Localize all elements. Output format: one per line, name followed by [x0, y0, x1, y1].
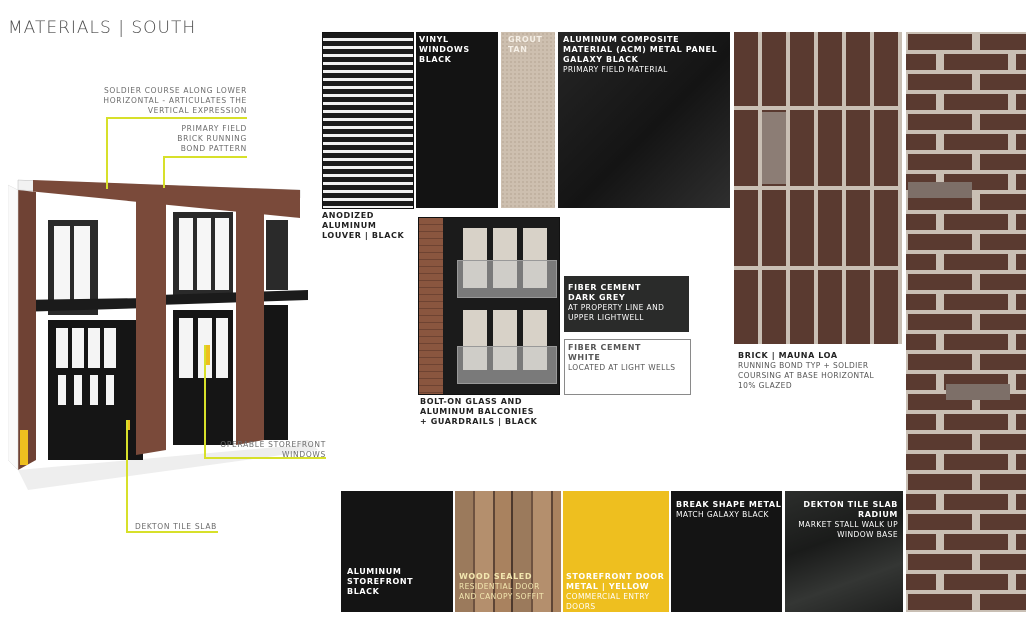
label-sub: AND CANOPY SOFFIT — [459, 592, 544, 601]
running-bond-pattern — [906, 32, 1026, 612]
fiber-dark-label — [568, 283, 664, 323]
label-line: BOLT-ON GLASS AND — [420, 397, 523, 406]
label-sub: MATCH GALAXY BLACK — [676, 510, 769, 519]
label-line: BLACK — [347, 587, 380, 596]
balcony-label — [420, 397, 537, 427]
door-metal-label — [566, 572, 664, 612]
acm-label — [563, 35, 717, 75]
leader-soldier-vertical — [106, 117, 108, 189]
leader-storefront-vertical — [204, 345, 206, 458]
callout-line: VERTICAL EXPRESSION — [147, 106, 247, 115]
callout-line: OPERABLE STOREFRONT — [220, 440, 326, 449]
callout-soldier-course — [90, 86, 247, 116]
leader-soldier-horizontal — [106, 117, 247, 119]
brick-label — [738, 351, 874, 391]
label-sub: 10% GLAZED — [738, 381, 792, 390]
label-line: FIBER CEMENT — [568, 343, 642, 352]
grout-label — [508, 35, 542, 55]
brick-course-divider — [734, 266, 902, 270]
label-line: ALUMINUM BALCONIES — [420, 407, 535, 416]
brick-course-divider — [734, 186, 902, 190]
brick-running-bond-swatch — [906, 32, 1026, 612]
label-sub: PRIMARY FIELD MATERIAL — [563, 65, 668, 74]
brick-course-divider — [734, 106, 902, 110]
label-line: WOOD SEALED — [459, 572, 533, 581]
wood-label — [459, 572, 544, 602]
label-line: STOREFRONT — [347, 577, 414, 586]
louver-swatch — [322, 32, 414, 209]
label-line: ANODIZED — [322, 211, 375, 220]
label-line: BREAK SHAPE METAL — [676, 500, 782, 509]
callout-line: WINDOWS — [282, 450, 326, 459]
label-line: WINDOWS — [419, 45, 470, 54]
label-sub: COMMERCIAL ENTRY — [566, 592, 650, 601]
label-line: MATERIAL (ACM) METAL PANEL — [563, 45, 718, 54]
label-line: VINYL — [419, 35, 449, 44]
balcony-brick-strip — [419, 218, 443, 394]
label-line: GROUT — [508, 35, 543, 44]
callout-line: BOND PATTERN — [180, 144, 247, 153]
label-line: ALUMINUM — [322, 221, 377, 230]
label-sub: DOORS — [566, 602, 596, 611]
label-line: + GUARDRAILS | BLACK — [420, 417, 538, 426]
label-line: METAL | YELLOW — [566, 582, 650, 591]
callout-operable-storefront — [210, 440, 326, 460]
label-sub: RESIDENTIAL DOOR — [459, 582, 540, 591]
callout-line: BRICK RUNNING — [177, 134, 247, 143]
louver-label — [322, 211, 404, 241]
leader-field-vertical — [163, 156, 165, 188]
callout-line: PRIMARY FIELD — [181, 124, 247, 133]
balcony-glass-lower — [457, 346, 557, 384]
brick-soldier-swatch — [734, 32, 902, 344]
label-line: ALUMINUM — [347, 567, 402, 576]
label-sub: UPPER LIGHTWELL — [568, 313, 644, 322]
vinyl-windows-label — [419, 35, 470, 65]
label-line: BLACK — [419, 55, 452, 64]
callout-line: SOLDIER COURSE ALONG LOWER — [103, 86, 247, 95]
balcony-glass-upper — [457, 260, 557, 298]
storefront-label — [347, 567, 413, 597]
label-line: STOREFRONT DOOR — [566, 572, 665, 581]
callout-line: HORIZONTAL - ARTICULATES THE — [103, 96, 247, 105]
label-line: ALUMINUM COMPOSITE — [563, 35, 680, 44]
label-sub: AT PROPERTY LINE AND — [568, 303, 665, 312]
label-line: DEKTON TILE SLAB — [803, 500, 898, 509]
label-sub: COURSING AT BASE HORIZONTAL — [738, 371, 875, 380]
label-line: RADIUM — [857, 510, 898, 519]
brick-glazed-unit — [762, 112, 786, 184]
label-line: DARK GREY — [568, 293, 626, 302]
dekton-label — [785, 500, 898, 540]
break-metal-label — [676, 500, 781, 520]
callout-primary-field — [150, 124, 247, 154]
label-sub: RUNNING BOND TYP + SOLDIER — [738, 361, 869, 370]
fiber-white-label — [568, 343, 675, 373]
label-line: FIBER CEMENT — [568, 283, 642, 292]
page-title: MATERIALS | SOUTH — [8, 18, 197, 38]
label-line: BRICK | MAUNA LOA — [738, 351, 838, 360]
leader-dekton-vertical — [126, 420, 128, 532]
leader-field-horizontal — [163, 156, 247, 158]
label-line: WHITE — [568, 353, 601, 362]
label-line: LOUVER | BLACK — [322, 231, 405, 240]
label-sub: WINDOW BASE — [837, 530, 898, 539]
label-sub: LOCATED AT LIGHT WELLS — [568, 363, 676, 372]
callout-dekton-tile: DEKTON TILE SLAB — [135, 522, 218, 531]
balcony-swatch — [418, 217, 560, 395]
grout-swatch — [501, 32, 555, 208]
label-sub: MARKET STALL WALK UP — [798, 520, 898, 529]
label-line: TAN — [508, 45, 528, 54]
label-line: GALAXY BLACK — [563, 55, 639, 64]
